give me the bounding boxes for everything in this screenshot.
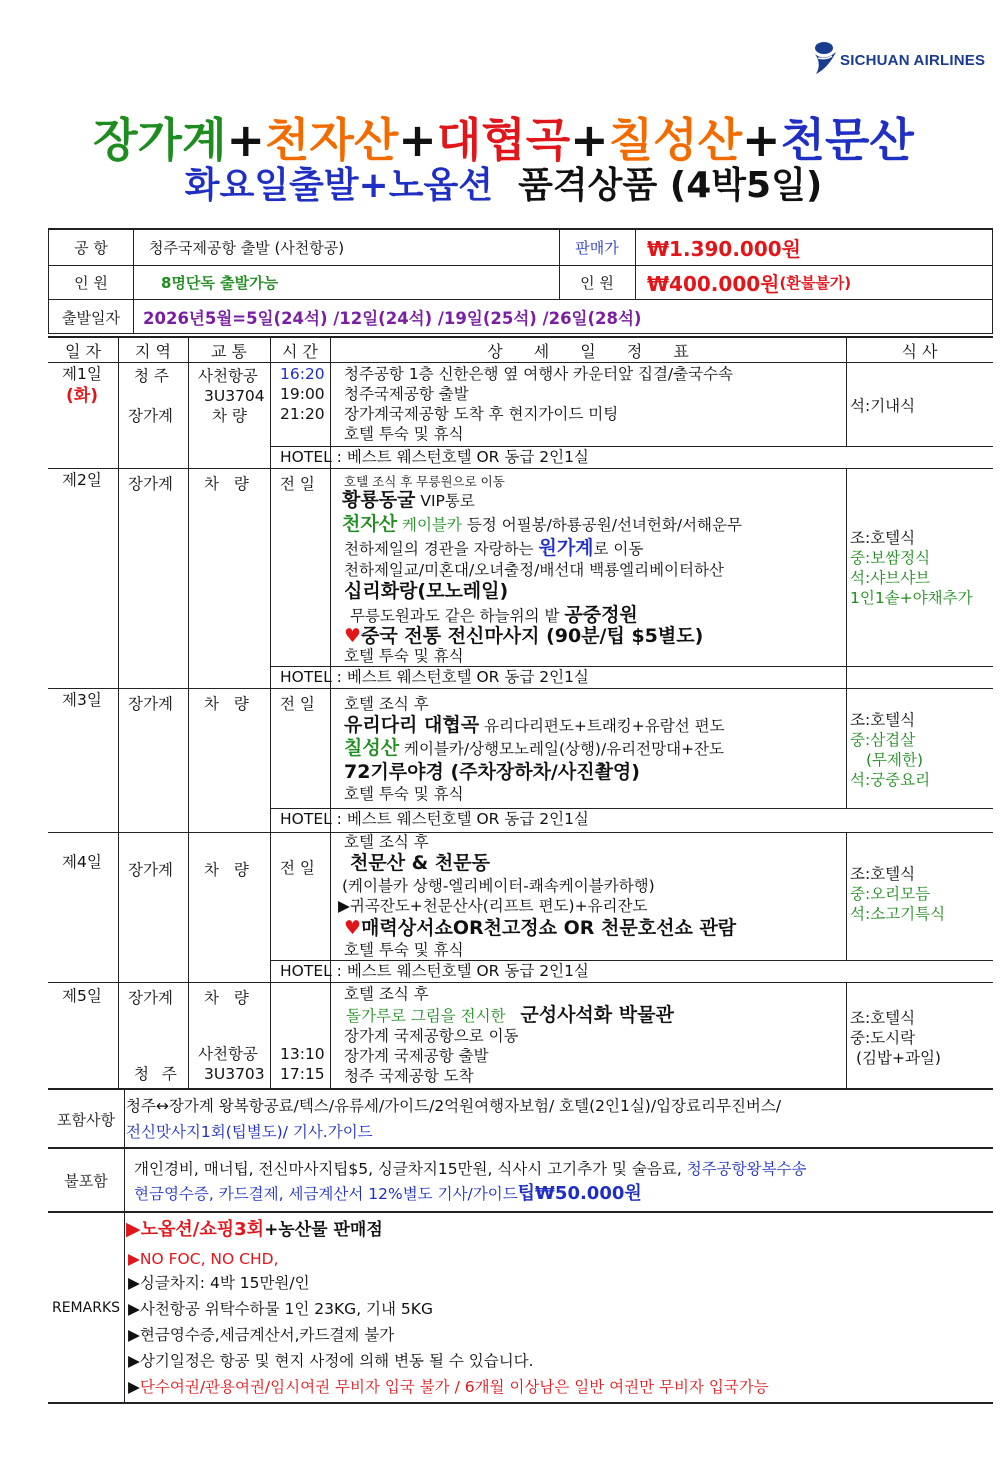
day4-detail: ▶귀곡잔도+천문산사(리프트 편도)+유리잔도: [338, 897, 648, 915]
day3-region: 장가계: [128, 695, 173, 713]
info-row-dates: [49, 300, 992, 334]
excluded-text: 현금영수증, 카드결제, 세금계산서 12%별도 기사/가이드: [134, 1185, 518, 1203]
day4-detail: (케이블카 상행-엘리베이터-쾌속케이블카하행): [342, 877, 655, 895]
header-transport: 교 통: [211, 341, 247, 361]
included-label: 포함사항: [57, 1110, 115, 1129]
day2-text: 로 이동: [593, 540, 644, 558]
day1-detail: 청주공항 1층 신한은행 옆 여행사 카운터앞 집결/출국수속: [344, 365, 734, 383]
excluded-tip: 팁₩50.000원: [517, 1183, 642, 1204]
subtitle: [0, 164, 1007, 208]
sichuan-airlines-logo: [812, 36, 992, 84]
remark-text: 단수여권/관용여권/임시여권 무비자 입국 불가 / 6개월 이상남은 일반 여권만 무비자 입국가능: [139, 1378, 769, 1396]
day5-detail: 청주 국제공항 도착: [344, 1067, 474, 1085]
main-title: [0, 112, 1007, 168]
day3-transport: 차 량: [204, 695, 249, 713]
day2-highlight: 공중정원: [564, 604, 638, 626]
day5-meal: (김밥+과일): [856, 1049, 941, 1067]
day3-detail: [344, 715, 725, 737]
day2-highlight: 천자산: [342, 513, 398, 535]
day1-detail: 장가계국제공항 도착 후 현지가이드 미팅: [344, 405, 619, 423]
day2-meal: 석:샤브샤브: [850, 569, 931, 587]
info-row-airport: [49, 230, 992, 266]
day3-detail: [344, 738, 724, 760]
date-label: 출발일자: [62, 308, 120, 327]
day4-meal: 조:호텔식: [850, 865, 916, 883]
excluded-section: [48, 1148, 993, 1212]
day3-meal: 중:삼겹살: [850, 731, 916, 749]
day2-detail: [344, 538, 643, 560]
day1-transport: 차 량: [212, 407, 247, 425]
day4-meal: 석:소고기특식: [850, 905, 946, 923]
day1-detail: 호텔 투숙 및 휴식: [344, 425, 464, 443]
airport-value: 청주국제공항 출발 (사천항공): [149, 239, 345, 257]
day1-transport: 사천항공: [198, 367, 258, 385]
remark-line: [128, 1377, 769, 1398]
day2-detail: 십리화랑(모노레일): [344, 580, 509, 602]
airport-label: 공 항: [74, 239, 108, 257]
day1-hotel: HOTEL : 베스트 웨스턴호텔 OR 동급 2인1실: [280, 448, 589, 466]
day5-label: 제5일: [62, 987, 102, 1005]
day2-text: 등정 어필봉/하룡공원/선녀헌화/서해운무: [461, 516, 742, 534]
day3-label: 제3일: [62, 691, 102, 709]
title-seg: 천문산: [780, 113, 914, 167]
day5-detail: 장가계 국제공항 출발: [344, 1047, 489, 1065]
day2-detail: 호텔 조식 후 무릉원으로 이동: [344, 474, 505, 489]
sichuan-airlines-bird-icon: [812, 38, 840, 78]
subtitle-blue: 화요일출발+노옵션: [184, 165, 494, 206]
airline-name: SICHUAN AIRLINES: [840, 52, 986, 69]
remark-line: ▶싱글차지: 4박 15만원/인: [128, 1274, 310, 1292]
excluded-text: 청주공항왕복수송: [686, 1160, 807, 1178]
heart-icon: ♥: [344, 625, 362, 647]
day3-text: 케이블카/상행모노레일(상행)/유리전망대+잔도: [399, 740, 725, 758]
remark-line: ▶상기일정은 항공 및 현지 사정에 의해 변동 될 수 있습니다.: [128, 1352, 534, 1370]
day1-meal: 석:기내식: [850, 397, 916, 415]
title-seg: +: [226, 113, 265, 167]
header-time: 시 간: [282, 341, 318, 361]
arrow-icon: ▶: [126, 1218, 141, 1240]
title-seg: 천자산: [264, 113, 399, 167]
day1-time: 16:20: [280, 365, 325, 383]
day4-transport: 차 량: [204, 861, 249, 879]
included-section: [48, 1088, 993, 1148]
excluded-label: 불포함: [64, 1171, 108, 1190]
day3-text: 유리다리편도+트래킹+유람선 편도: [479, 717, 725, 735]
day5-text: 돌가루로 그림을 전시한: [346, 1007, 511, 1025]
remarks-label: REMARKS: [51, 1300, 121, 1316]
day2-detail: [344, 626, 703, 648]
day2-label: 제2일: [62, 471, 102, 489]
day1-time: 19:00: [280, 385, 325, 403]
title-seg: 대협곡: [436, 113, 571, 167]
day2-detail: [342, 514, 742, 536]
day1-transport: 3U3704: [204, 387, 265, 405]
deposit-value: [647, 266, 851, 299]
people-label: 인 원: [74, 274, 108, 292]
day5-meal: 조:호텔식: [850, 1009, 916, 1027]
day1-label: 제1일: [62, 365, 102, 383]
date-value: 2026년5월=5일(24석) /12일(24석) /19일(25석) /26일(28석): [143, 309, 642, 328]
day2-meal: 중:보쌈정식: [850, 549, 931, 567]
info-box: [48, 228, 993, 334]
remark-highlight: 노옵션/쇼핑3회: [140, 1219, 265, 1240]
subtitle-black: 품격상품 (4박5일): [518, 165, 823, 206]
day3-highlight: 유리다리 대협곡: [344, 714, 480, 736]
day3-time: 전 일: [280, 695, 315, 713]
day2-hotel: HOTEL : 베스트 웨스턴호텔 OR 동급 2인1실: [280, 668, 589, 686]
day4-detail: 호텔 투숙 및 휴식: [344, 941, 464, 959]
deposit-note: (환불불가): [779, 274, 852, 292]
day5-transport: 사천항공: [198, 1045, 258, 1063]
day5-detail: 장가계 국제공항으로 이동: [344, 1027, 519, 1045]
day2-region: 장가계: [128, 475, 173, 493]
day2-text: 무릉도원과도 같은 하늘위의 밭: [350, 607, 565, 625]
included-line: 청주↔장가계 왕복항공료/텍스/유류세/가이드/2억원여행자보험/ 호텔(2인1실)/입장료리무진버스/: [126, 1097, 782, 1115]
day5-meal: 중:도시락: [850, 1029, 916, 1047]
included-line: 전신맛사지1회(팁별도)/ 기사.가이드: [126, 1123, 373, 1141]
day2-text: VIP통로: [415, 492, 475, 510]
day5-region: 장가계: [128, 989, 173, 1007]
excluded-line: [134, 1183, 642, 1205]
header-meals: 식 사: [901, 341, 938, 361]
day3-meal: (무제한): [866, 751, 924, 769]
day2-meal: 조:호텔식: [850, 529, 916, 547]
day1-detail: 청주국제공항 출발: [344, 385, 469, 403]
day4-time: 전 일: [280, 859, 315, 877]
day2-time: 전 일: [280, 475, 315, 493]
remark-line: ▶사천항공 위탁수하물 1인 23KG, 기내 5KG: [128, 1300, 433, 1318]
remark-line: ▶현금영수증,세금계산서,카드결제 불가: [128, 1326, 395, 1344]
title-seg: 장가계: [93, 113, 227, 167]
title-seg: 칠성산: [608, 113, 743, 167]
header-details: 상 세 일 정 표: [487, 341, 689, 361]
remark-text: +농산물 판매점: [264, 1220, 383, 1240]
header-region: 지 역: [135, 341, 171, 361]
day2-detail: [350, 605, 638, 627]
day5-highlight: 군성사석화 박물관: [520, 1004, 674, 1026]
day2-detail: 호텔 투숙 및 휴식: [344, 647, 464, 665]
day2-text: 천하제일의 경관을 자랑하는: [344, 540, 539, 558]
deposit-label: 인 원: [580, 274, 614, 292]
info-row-people: [49, 266, 992, 300]
arrow-icon: ▶: [128, 1378, 140, 1396]
day1-region: 청 주: [134, 367, 169, 385]
day4-hotel: HOTEL : 베스트 웨스턴호텔 OR 동급 2인1실: [280, 962, 589, 980]
day4-label: 제4일: [62, 853, 102, 871]
day2-detail: [342, 490, 475, 512]
remark-line: [126, 1219, 383, 1241]
excluded-text: 개인경비, 매너팁, 전신마사지팁$5, 싱글차지15만원, 식사시 고기추가 및 술음료,: [134, 1160, 687, 1178]
day1-weekday: (화): [66, 386, 98, 406]
day5-detail: 호텔 조식 후: [344, 985, 429, 1003]
day5-transport: 차 량: [204, 989, 249, 1007]
day2-meal: 1인1솥+야채추가: [850, 589, 973, 607]
day1-region: 장가계: [128, 407, 173, 425]
title-seg: +: [570, 113, 609, 167]
day2-transport: 차 량: [204, 475, 249, 493]
day2-detail: 천하제일교/미혼대/오녀출정/배선대 백룡엘리베이터하산: [344, 561, 724, 579]
day4-meal: 중:오리모듬: [850, 885, 931, 903]
title-seg: +: [742, 113, 781, 167]
day4-detail: [344, 918, 736, 940]
day3-hotel: HOTEL : 베스트 웨스턴호텔 OR 동급 2인1실: [280, 810, 589, 828]
day4-region: 장가계: [128, 861, 173, 879]
people-value: 8명단독 출발가능: [161, 274, 279, 292]
day3-detail: 호텔 조식 후: [344, 695, 429, 713]
excluded-line: [134, 1159, 807, 1180]
day4-detail: 천문산 & 천문동: [350, 852, 490, 874]
day4-highlight: 매력상서쇼OR천고정쇼 OR 천문호선쇼 관람: [361, 917, 737, 939]
remarks-section: [48, 1212, 993, 1404]
day5-transport: 3U3703: [204, 1065, 265, 1083]
schedule-table: [48, 336, 993, 1088]
day2-highlight: 원가계: [538, 537, 594, 559]
deposit-amount: ₩400.000원: [647, 272, 780, 296]
title-seg: +: [398, 113, 437, 167]
day2-text: 케이블카: [397, 516, 462, 534]
day5-time: 13:10: [280, 1045, 325, 1063]
day2-highlight: 황룡동굴: [342, 489, 416, 511]
day2-highlight: 중국 전통 전신마사지 (90분/팁 $5별도): [361, 625, 704, 647]
day3-detail: 호텔 투숙 및 휴식: [344, 785, 464, 803]
day3-detail: 72기루야경 (주차장하차/사진촬영): [344, 761, 640, 783]
day5-region: 청 주: [134, 1065, 177, 1083]
heart-icon: ♥: [344, 917, 362, 939]
price-value: ₩1.390.000원: [647, 237, 801, 261]
day5-time: 17:15: [280, 1065, 325, 1083]
day3-meal: 석:궁중요리: [850, 771, 931, 789]
header-day: 일 자: [65, 341, 101, 361]
day1-time: 21:20: [280, 405, 325, 423]
day3-highlight: 칠성산: [344, 737, 400, 759]
day5-detail: [346, 1005, 674, 1027]
day3-meal: 조:호텔식: [850, 711, 916, 729]
price-label: 판매가: [575, 239, 619, 257]
day4-detail: 호텔 조식 후: [344, 833, 429, 851]
remark-line: ▶NO FOC, NO CHD,: [128, 1250, 279, 1268]
